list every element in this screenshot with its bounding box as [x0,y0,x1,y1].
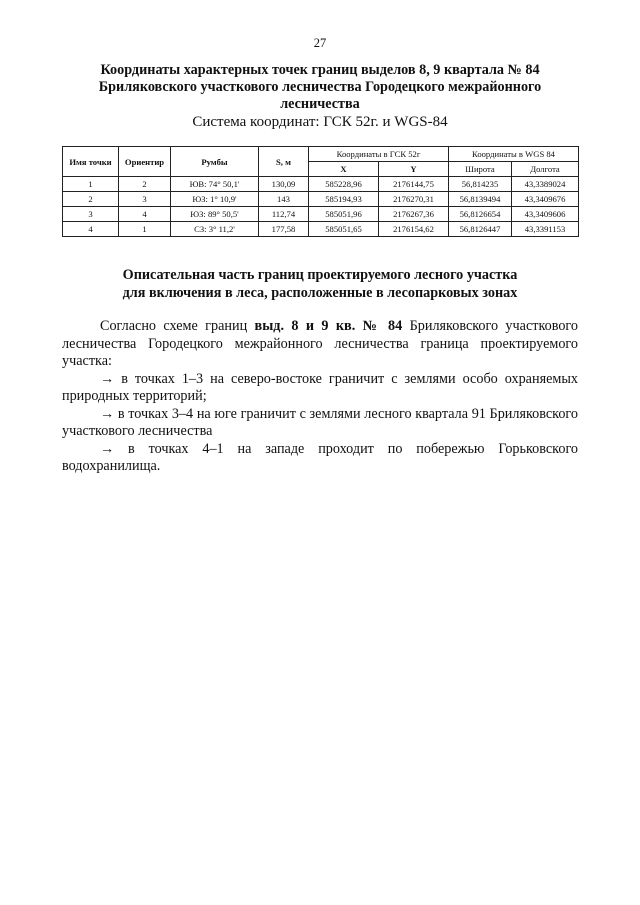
intro-text-end: Бриляковского участкового лесничества Городецкого межрайонного лесничества граница проектируемого участка: [62,318,578,369]
boundary-item-west: → в точках 4–1 на западе проходит по побережью Горьковского водохранилища. [62,440,578,474]
intro-paragraph [62,318,578,371]
cell-point: 3 [63,207,119,222]
cell-x: 585051,96 [309,207,379,222]
boundary-item-northeast: → в точках 1–3 на северо-востоке граничит с землями особо охраняемых природных территорий; [62,370,578,404]
cell-point: 4 [63,222,119,237]
cell-bearing: СЗ: 3° 11,2' [171,222,259,237]
cell-latitude: 56,8126447 [449,222,512,237]
page-number: 27 [313,36,327,50]
cell-latitude: 56,8126654 [449,207,512,222]
document-title [70,62,570,113]
cell-landmark: 1 [119,222,171,237]
cell-distance: 130,09 [259,177,309,192]
cell-y: 2176267,36 [379,207,449,222]
cell-latitude: 56,814235 [449,177,512,192]
cell-distance: 112,74 [259,207,309,222]
cell-longitude: 43,3389024 [512,177,579,192]
cell-y: 2176144,75 [379,177,449,192]
boundary-item-south: → в точках 3–4 на юге граничит с землями лесного квартала 91 Бриляковского участкового лесничества [62,405,578,439]
table-row [63,192,579,207]
cell-bearing: ЮВ: 74° 50,1' [171,177,259,192]
cell-x: 585051,65 [309,222,379,237]
cell-y: 2176270,31 [379,192,449,207]
cell-landmark: 2 [119,177,171,192]
cell-point: 1 [63,177,119,192]
table-row [63,177,579,192]
header-wgs-group: Координаты в WGS 84 [449,147,579,162]
title-line-2: Бриляковского участкового лесничества Городецкого межрайонного [98,79,542,95]
cell-point: 2 [63,192,119,207]
cell-bearing: ЮЗ: 1° 10,9' [171,192,259,207]
cell-longitude: 43,3409676 [512,192,579,207]
cell-bearing: ЮЗ: 89° 50,5' [171,207,259,222]
intro-text-start: Согласно схеме границ [100,318,255,334]
title-line-1: Координаты характерных точек границ выделов 8, 9 квартала № 84 [100,62,540,78]
cell-latitude: 56,8139494 [449,192,512,207]
header-y: Y [379,162,449,177]
section-title-line-2: для включения в леса, расположенные в лесопарковых зонах [122,285,518,301]
header-longitude: Долгота [512,162,579,177]
cell-x: 585194,93 [309,192,379,207]
header-distance: S, м [259,147,309,177]
coordinate-system-subtitle: Система координат: ГСК 52г. и WGS-84 [192,114,448,130]
title-line-3: лесничества [280,96,360,112]
cell-landmark: 3 [119,192,171,207]
table-row [63,222,579,237]
cell-y: 2176154,62 [379,222,449,237]
section-title-line-1: Описательная часть границ проектируемого лесного участка [122,267,518,283]
header-gsk-group: Координаты в ГСК 52г [309,147,449,162]
cell-landmark: 4 [119,207,171,222]
header-x: X [309,162,379,177]
cell-x: 585228,96 [309,177,379,192]
boundary-description [62,318,578,476]
cell-longitude: 43,3391153 [512,222,579,237]
section-title [70,266,570,302]
header-point-name: Имя точки [63,147,119,177]
cell-distance: 143 [259,192,309,207]
table-row [63,207,579,222]
coordinates-table [62,146,579,237]
cell-longitude: 43,3409606 [512,207,579,222]
header-landmark: Ориентир [119,147,171,177]
header-latitude: Широта [449,162,512,177]
header-bearings: Румбы [171,147,259,177]
cell-distance: 177,58 [259,222,309,237]
plot-reference: выд. 8 и 9 кв. № 84 [254,318,403,334]
